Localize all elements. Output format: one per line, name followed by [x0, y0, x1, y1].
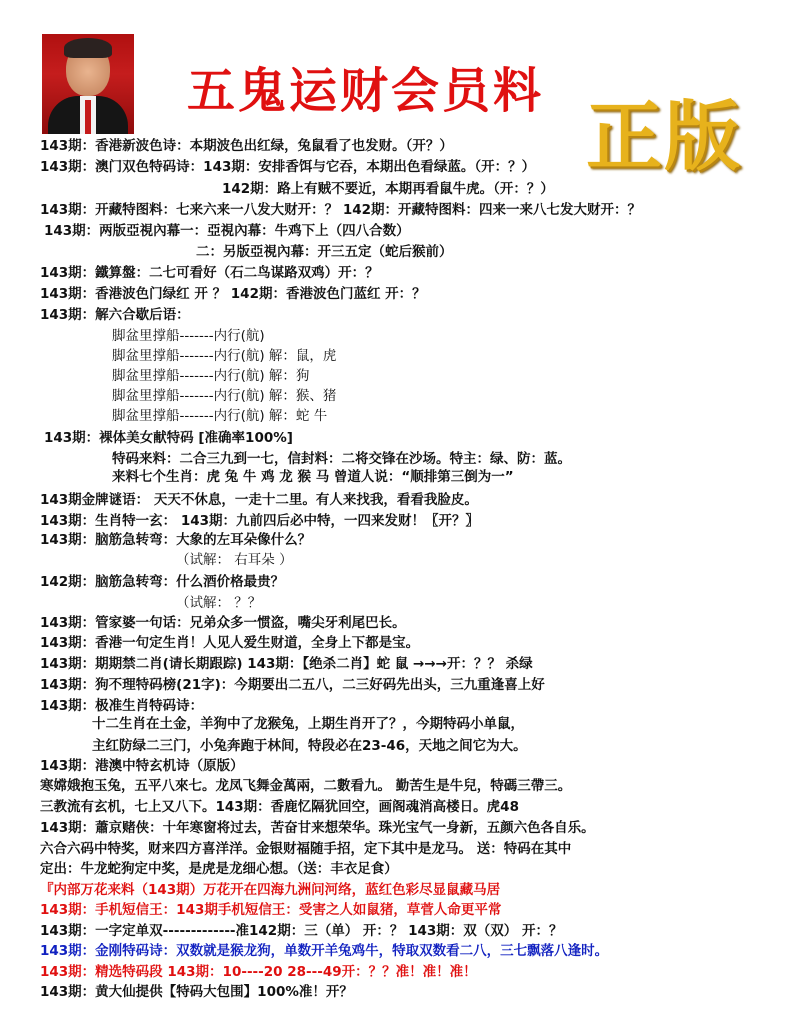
portrait-photo	[42, 34, 134, 134]
text-line: 特码来料：二合三九到一七，信封料：二将交锋在沙场。特主：绿、防：蓝。	[112, 451, 571, 467]
text-line: （试解： ？？	[176, 595, 262, 611]
text-line: 脚盆里撑船-------内行(航) 解：狗	[112, 368, 310, 384]
text-line: 143期：生肖特一玄： 143期：九前四后必中特，一四来发财！〖开？〗	[40, 513, 480, 529]
text-line: 143期：期期禁二肖(请长期跟踪) 143期：【绝杀二肖】蛇 鼠 →→→开：？？ 杀绿	[40, 656, 533, 672]
text-line: 二：另版亞視內幕：开三五定（蛇后猴前）	[196, 244, 453, 260]
text-line: 『内部万花来料（143期）万花开在四海九洲问河络，蓝红色彩尽显鼠藏马居	[40, 882, 501, 898]
text-line: 脚盆里撑船-------内行(航)	[112, 328, 265, 344]
text-line: 脚盆里撑船-------内行(航) 解：蛇 牛	[112, 408, 328, 424]
text-line: 143期：手机短信王：143期手机短信王：受害之人如鼠猪，草菅人命更平常	[40, 902, 502, 918]
text-line: 寒嫦娥抱玉兔，五平八來七。龙凤飞舞金萬兩，二數看九。 勤苦生是牛兒，特碼三帶三。	[40, 778, 572, 794]
text-line: 143期：香港新波色诗：本期波色出红绿，兔鼠看了也发财。（开？）	[40, 138, 453, 154]
text-line: 143期：狗不理特码榜(21字)：今期要出二五八，二三好码先出头，三九重逢喜上好	[40, 677, 545, 693]
text-line: （试解： 右耳朵 ）	[176, 552, 293, 568]
text-line: 六合六码中特奖，财来四方喜洋洋。金银财福随手招，定下其中是龙马。 送：特码在其中	[40, 841, 572, 857]
text-line: 143期：香港波色门绿红 开 ？ 142期：香港波色门蓝红 开：？	[40, 286, 426, 302]
text-line: 三教流有玄机，七上又八下。143期：香鹿忆隔犹回空，画阁魂消高楼日。虎48	[40, 799, 519, 815]
text-line: 脚盆里撑船-------内行(航) 解：鼠，虎	[112, 348, 337, 364]
text-line: 143期：两版亞視內幕一：亞視內幕：牛鸡下上（四八合数）	[44, 223, 410, 239]
portrait-tie	[85, 100, 91, 134]
text-line: 143期：脑筋急转弯：大象的左耳朵像什么？	[40, 532, 312, 548]
text-line: 142期：脑筋急转弯：什么酒价格最贵？	[40, 574, 285, 590]
portrait-hair	[64, 38, 112, 58]
text-line: 143期：极准生肖特码诗：	[40, 698, 204, 714]
text-line: 定出：牛龙蛇狗定中奖，是虎是龙细心想。（送：丰衣足食）	[40, 861, 398, 877]
text-line: 143期：鐵算盤：二七可看好（石二鸟谋路双鸡）开：？	[40, 265, 379, 281]
text-line: 主红防绿二三门，小兔奔跑于林间，特段必在23-46，天地之间它为大。	[92, 738, 527, 754]
text-line: 142期：路上有贼不要近，本期再看鼠牛虎。（开：？）	[222, 181, 554, 197]
text-line: 143期：金刚特码诗：双数就是猴龙狗，单数开羊兔鸡牛，特取双数看二八，三七飘落八逢时。	[40, 943, 609, 959]
genuine-badge: 正版	[586, 92, 742, 181]
text-line: 143期：开藏特图料：七来六来一八发大财开：？ 142期：开藏特图料：四来一来八七发大财开：？	[40, 202, 642, 218]
text-line: 143期：精选特码段 143期：10----20 28---49开：？？准！准！准！	[40, 964, 477, 980]
text-line: 143期：澳门双色特码诗：143期：安排香饵与它吞，本期出色看绿蓝。（开：？）	[40, 159, 536, 175]
text-line: 脚盆里撑船-------内行(航) 解：猴、猪	[112, 388, 337, 404]
text-line: 143期：解六合歇后语：	[40, 307, 190, 323]
text-line: 143期：蕭京赌侠：十年寒窗将过去，苦奋甘来想荣华。珠光宝气一身新，五颜六色各自乐。	[40, 820, 595, 836]
text-line: 143期：管家婆一句话：兄弟众多一惯盗，嘴尖牙利尾巴长。	[40, 615, 406, 631]
text-line: 143期金牌谜语： 天天不休息，一走十二里。有人来找我，看看我脸皮。	[40, 492, 478, 508]
text-line: 143期：港澳中特玄机诗（原版）	[40, 758, 244, 774]
text-line: 143期：香港一句定生肖！人见人爱生财道，全身上下都是宝。	[40, 635, 420, 651]
text-line: 143期：一字定单双-------------准142期：三（单） 开：？ 143期：双（双） 开：？	[40, 923, 563, 939]
text-line: 十二生肖在土金，羊狗中了龙猴兔，上期生肖开了？，今期特码小单鼠，	[92, 716, 524, 732]
text-line: 来料七个生肖：虎 兔 牛 鸡 龙 猴 马 曾道人说：“顺排第三倒为一”	[112, 469, 514, 485]
text-line: 143期：黄大仙提供【特码大包围】100%准！开？	[40, 984, 353, 1000]
text-line: 143期：裸体美女献特码 [准确率100%]	[44, 430, 293, 446]
page-title: 五鬼运财会员料	[187, 63, 545, 119]
